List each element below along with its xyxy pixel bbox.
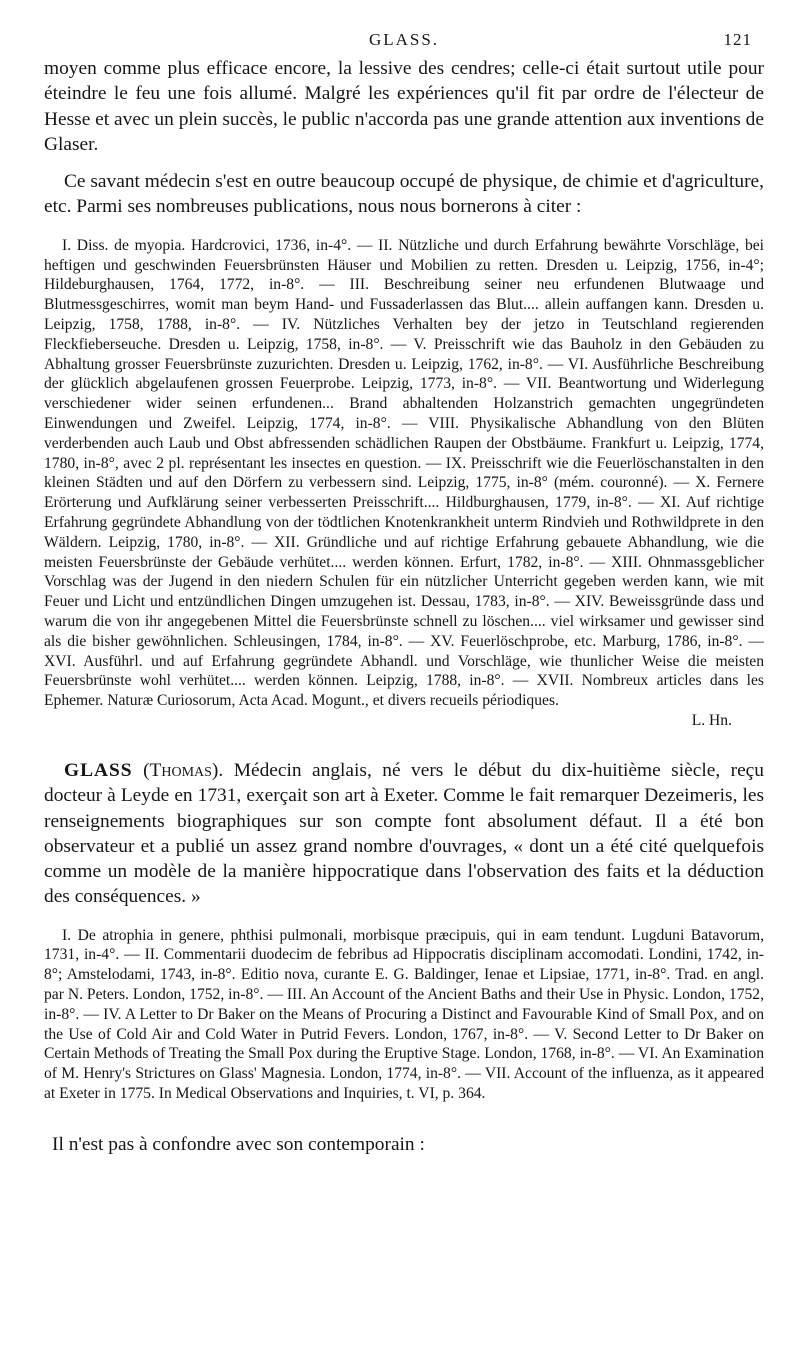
paragraph-publications-intro: Ce savant médecin s'est en outre beaucoup occupé de physique, de chimie et d'agriculture, etc. Parmi ses nombreuses publications, nous nous bornerons à citer : (44, 171, 764, 218)
page-number: 121 (723, 30, 752, 49)
entry-headword: GLASS (64, 759, 133, 781)
entry-glass-thomas (44, 758, 764, 910)
glass-bibliography: I. De atrophia in genere, phthisi pulmonali, morbisque præcipuis, qui in eam tendunt. Lugduni Batavorum, 1731, in-4°. — II. Commentarii duodecim de febribus ad Hippocratis disciplinam accomodati. Londini, 1742, in-8°; Amstelodami, 1743, in-8°. Editio nova, curante E. G. Baldinger, Ienae et Lipsiae, 1771, in-8°. Trad. en angl. par N. Peters. London, 1752, in-8°. — III. An Account of the Ancient Baths and their Use in Physic. London, 1752, in-8°. — IV. A Letter to Dr Baker on the Means of Procuring a Distinct and Favourable Kind of Small Pox, and on the Use of Cold Air and Cold Water in Putrid Fevers. London, 1767, in-8°. — V. Second Letter to Dr Baker on Certain Methods of Treating the Small Pox during the Eruptive Stage. London, 1768, in-8°. — VI. An Examination of M. Henry's Strictures on Glass' Magnesia. London, 1774, in-8°. — VII. Account of the influenza, as it appeared at Exeter in 1775. In Medical Observations and Inquiries, t. VI, p. 364. (44, 926, 764, 1103)
running-head (44, 26, 764, 56)
entry-text: Médecin anglais, né vers le début du dix-huitième siècle, reçu docteur à Leyde en 1731, exerçait son art à Exeter. Comme le fait remarquer Dezeimeris, les renseignements biographiques sur son compte font absolument défaut. Il a été bon observateur et a publié un assez grand nombre d'ouvrages, « dont un a été cité quelquefois comme un modèle de la manière hippocratique dans l'observation des faits et la déduction des conséquences. » (44, 759, 764, 908)
closing-line: Il n'est pas à confondre avec son contemporain : (52, 1133, 425, 1155)
entry-given-name: (Thomas). (143, 759, 224, 781)
running-title: GLASS. (368, 30, 440, 49)
paragraph-inventions: moyen comme plus efficace encore, la lessive des cendres; celle-ci était surtout utile pour éteindre le feu une fois allumé. Malgré les expériences qu'il fit par ordre de l'électeur de Hesse et avec un plein succès, le public n'accorda pas une grande attention aux inventions de Glaser. (44, 58, 764, 155)
author-signature: L. Hn. (691, 711, 732, 729)
glaser-bibliography: I. Diss. de myopia. Hardcrovici, 1736, in-4°. — II. Nützliche und durch Erfahrung bewährte Vorschläge, bei heftigen und geschwinden Feuersbrünsten Häuser und Mobilien zu retten. Dresden u. Leipzig, 1756, in-4°; Hildeburghausen, 1764, 1772, in-8°. — III. Beschreibung seiner neu erfundenen Blutwaage und Blutmessgeschirres, womit man beym Hand- und Fussaderlassen das Blut.... allein auffangen kann. Dresden u. Leipzig, 1758, 1788, in-8°. — IV. Nützliches Verhalten bey der jetzo in Teutschland regierenden Fleckfieberseuche. Dresden u. Leipzig, 1758, in-8°. — V. Preisschrift wie das Bauholz in den Gebäuden zu Abhaltung grosser Feuersbrünste zuzurichten. Dresden u. Leipzig, 1762, in-8°. — VI. Ausführliche Beschreibung der glücklich abgelaufenen grossen Feuerprobe. Leipzig, 1773, in-8°. — VII. Beantwortung und Widerlegung verschiedener wider seinen erfundenen... Brand abhaltenden Holzanstrich gemachten ungegründeten Einwendungen und Zweifel. Leipzig, 1774, in-8°. — VIII. Physikalische Abhandlung von den Blüten verderbenden auch Laub und Obst abfressenden schädlichen Raupen der Obstbäume. Frankfurt u. Leipzig, 1774, 1780, in-8°, avec 2 pl. représentant les insectes en question. — IX. Preisschrift wie die Feuerlöschanstalten in den kleinen Städten und auf den Dörfern zu verbessern sind. Leipzig, 1775, in-8° (mém. couronné). — X. Fernere Erörterung und Aufklärung seiner verbesserten Preisschrift.... Hildburghausen, 1779, in-8°. — XI. Auf richtige Erfahrung gegründete Abhandlung von der tödtlichen Knotenkrankheit unterm Rindvieh und Rothwildprete in den Wäldern. Leipzig, 1780, in-8°. — XII. Gründliche und auf richtige Erfahrung gebauete Abhandlung, wie die meisten Feuersbrünste der Gebäude verhütet.... werden können. Erfurt, 1782, in-8°. — XIII. Ohnmassgeblicher Vorschlag was der Jugend in den niedern Schulen für ein nützlicher Unterricht gegeben werden kann, wie mit Feuer und Licht und entzündlichen Dingen umzugehen ist. Dessau, 1783, in-8°. — XIV. Beweissgründe dass und warum die von ihr angegebenen Mittel die Feuersbrünste schnell zu löschen.... viel wirksamer und gewisser sind als die bisher gewöhnlichen. Schleusingen, 1784, in-8°. — XV. Feuerlöschprobe, etc. Marburg, 1786, in-8°. — XVI. Ausführl. und auf Erfahrung gegründete Abhandl. und Vorschläge, wie thunlicher Weise die meisten Feuersbrünste wohl verhütet.... werden können. Leipzig, 1788, in-8°. — XVII. Nombreux articles dans les Ephemer. Naturæ Curiosorum, Acta Acad. Mogunt., et divers recueils périodiques. (44, 236, 764, 710)
